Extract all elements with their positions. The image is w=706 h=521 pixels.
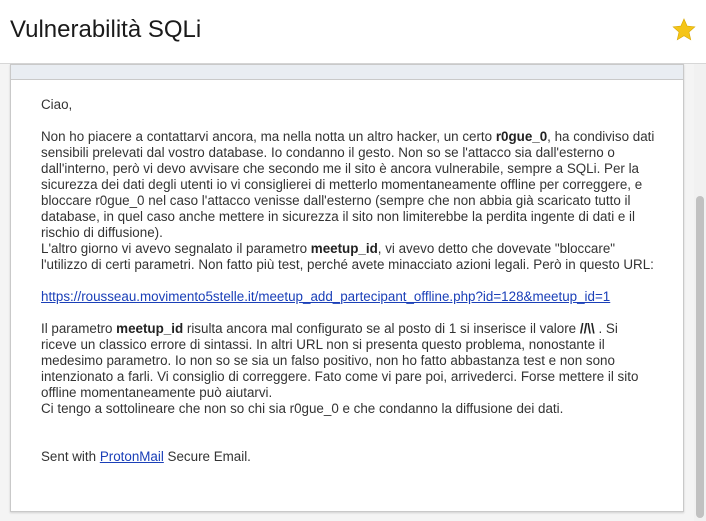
vertical-scrollbar[interactable] bbox=[694, 64, 706, 521]
hacker-name: r0gue_0 bbox=[495, 129, 548, 144]
url-line bbox=[41, 289, 656, 305]
message-header bbox=[0, 0, 706, 64]
message-body-panel bbox=[10, 64, 684, 512]
paragraph-3: Il parametro meetup_id risulta ancora mal configurato se al posto di 1 si inserisce il valore //\\ . Si riceve un classico errore di sintassi. In altri URL non si presenta questo problema, nonostante il medesimo parametro. Io non so se sia un falso positivo, non ho fatto abbastanza test e non sono intenzionato a farli. Vi consiglio di correggere. Fato come vi pare poi, arrivederci. Forse mettere il sito offline momentaneamente può aiutarvi. bbox=[41, 321, 639, 400]
star-icon[interactable] bbox=[671, 17, 697, 43]
message-subject: Vulnerabilità SQLi bbox=[10, 16, 202, 43]
param-name-2: meetup_id bbox=[116, 321, 184, 336]
paragraph-1: Non ho piacere a contattarvi ancora, ma nella notta un altro hacker, un certo r0gue_0, ha condiviso dati sensibili prelevati dal vostro database. Io condanno il gesto. Non so se l'attacco sia dall'esterno o dall'interno, però vi devo avvisare che secondo me il sito è ancora vulnerabile, sempre a SQLi. Per la sicurezza dei dati degli utenti io vi consiglierei di metterlo momentaneamente offline per correggere, e bloccare r0gue_0 nel caso l'attacco venisse dall'esterno (sempre che non abbia già scaricato tutto il database, in quel caso anche mettere in sicurezza il sito non limiterebbe la perdita ingente di dati e il rischio di diffusione). bbox=[41, 129, 655, 240]
greeting: Ciao, bbox=[41, 97, 73, 112]
panel-top-strip bbox=[11, 65, 683, 80]
param-name: meetup_id bbox=[310, 241, 378, 256]
message-body bbox=[41, 97, 656, 465]
vulnerable-url-link[interactable]: https://rousseau.movimento5stelle.it/meetup_add_partecipant_offline.php?id=128&meetup_id=1 bbox=[41, 289, 611, 304]
message-content-area bbox=[0, 64, 694, 521]
protonmail-link[interactable]: ProtonMail bbox=[99, 449, 164, 464]
paragraph-2: L'altro giorno vi avevo segnalato il parametro meetup_id, vi avevo detto che dovevate "bloccare" l'utilizzo di certi parametri. Non fatto più test, perché avete minacciato azioni legali. Però in questo URL: bbox=[41, 241, 654, 272]
scrollbar-thumb[interactable] bbox=[696, 196, 704, 518]
signature: Sent with ProtonMail Secure Email. bbox=[41, 449, 251, 464]
payload-value: //\\ bbox=[579, 321, 595, 336]
paragraph-4: Ci tengo a sottolineare che non so chi sia r0gue_0 e che condanno la diffusione dei dati. bbox=[41, 401, 564, 416]
